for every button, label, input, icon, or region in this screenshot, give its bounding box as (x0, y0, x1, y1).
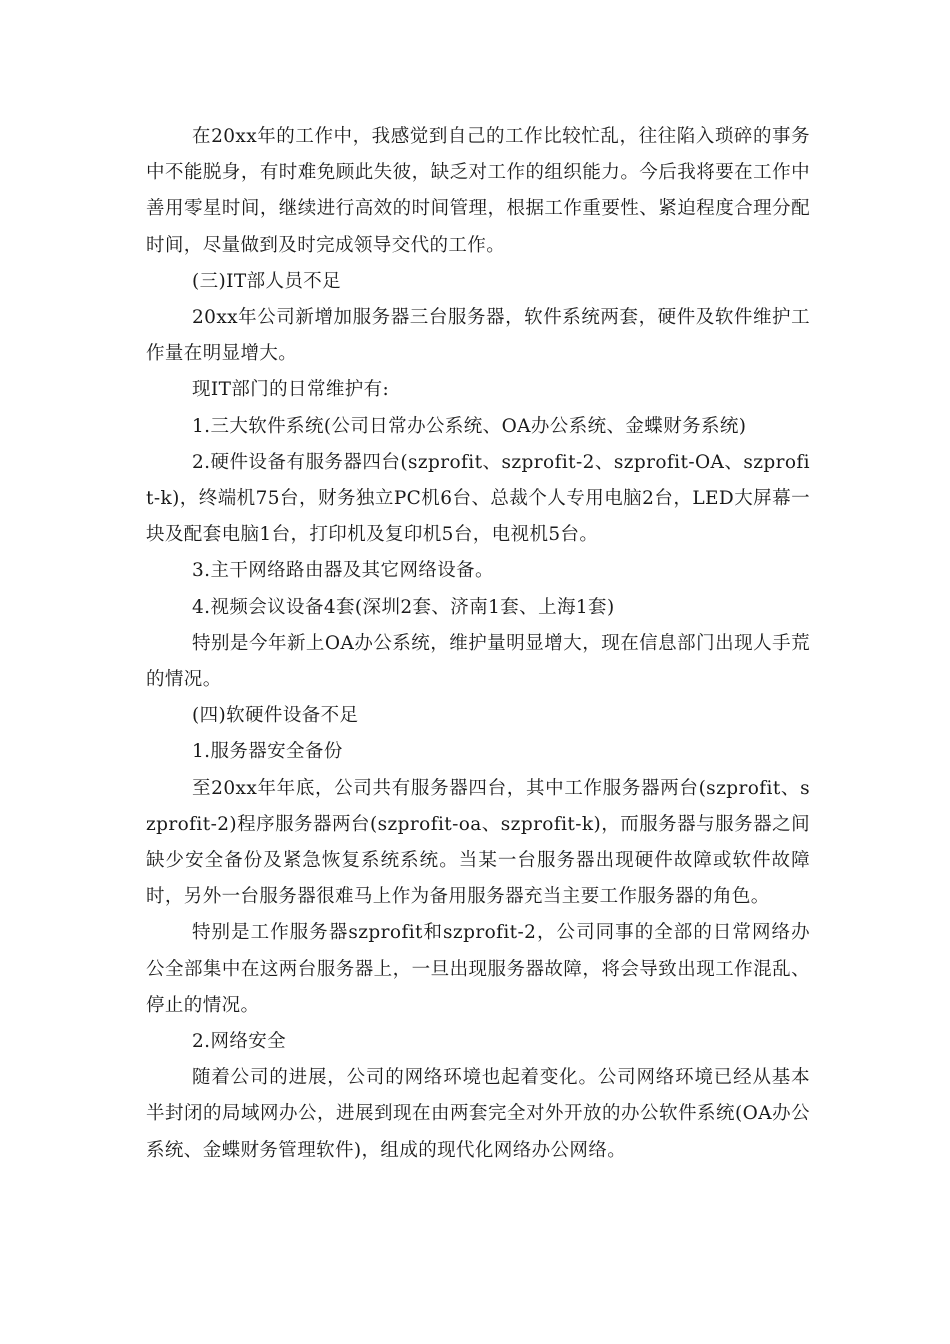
subheading-server-backup: 1.服务器安全备份 (192, 741, 343, 763)
paragraph-daily-maintenance-intro: 现IT部门的日常维护有: (192, 379, 390, 401)
paragraph-work-reflection: 在20xx年的工作中，我感觉到自己的工作比较忙乱，往往陷入琐碎的事务中不能脱身，有时难免顾此失彼，缺乏对工作的组织能力。今后我将要在工作中善用零星时间，继续进行高效的时间管理，根据工作重要性、紧迫程度合理分配时间，尽量做到及时完成领导交代的工作。 (146, 126, 810, 256)
list-item-video-conference: 4.视频会议设备4套(深圳2套、济南1套、上海1套) (192, 596, 615, 618)
list-item-network: 3.主干网络路由器及其它网络设备。 (192, 560, 494, 582)
heading-it-staff-shortage: (三)IT部人员不足 (192, 270, 342, 292)
paragraph-oa-maintenance: 特别是今年新上OA办公系统，维护量明显增大，现在信息部门出现人手荒的情况。 (146, 632, 810, 691)
heading-equipment-shortage: (四)软硬件设备不足 (192, 705, 359, 727)
paragraph-network-environment: 随着公司的进展，公司的网络环境也起着变化。公司网络环境已经从基本半封闭的局域网办公，进展到现在由两套完全对外开放的办公软件系统(OA办公系统、金蝶财务管理软件)，组成的现代化网络办公网络。 (146, 1067, 810, 1161)
paragraph-work-servers: 特别是工作服务器szprofit和szprofit-2，公司同事的全部的日常网络办公全部集中在这两台服务器上，一旦出现服务器故障，将会导致出现工作混乱、停止的情况。 (146, 922, 810, 1016)
list-item-hardware: 2.硬件设备有服务器四台(szprofit、szprofit-2、szprofit-OA、szprofit-k)，终端机75台，财务独立PC机6台、总裁个人专用电脑2台，LED大屏幕一块及配套电脑1台，打印机及复印机5台，电视机5台。 (146, 451, 810, 546)
subheading-network-security: 2.网络安全 (192, 1031, 287, 1053)
document-body (146, 119, 810, 1169)
paragraph-server-backup: 至20xx年年底，公司共有服务器四台，其中工作服务器两台(szprofit、szprofit-2)程序服务器两台(szprofit-oa、szprofit-k)，而服务器与服务器之间缺少安全备份及紧急恢复系统系统。当某一台服务器出现硬件故障或软件故障时，另外一台服务器很难马上作为备用服务器充当主要工作服务器的角色。 (146, 777, 810, 908)
list-item-software-systems: 1.三大软件系统(公司日常办公系统、OA办公系统、金蝶财务系统) (192, 415, 747, 437)
paragraph-new-servers: 20xx年公司新增加服务器三台服务器，软件系统两套，硬件及软件维护工作量在明显增大。 (146, 307, 810, 365)
